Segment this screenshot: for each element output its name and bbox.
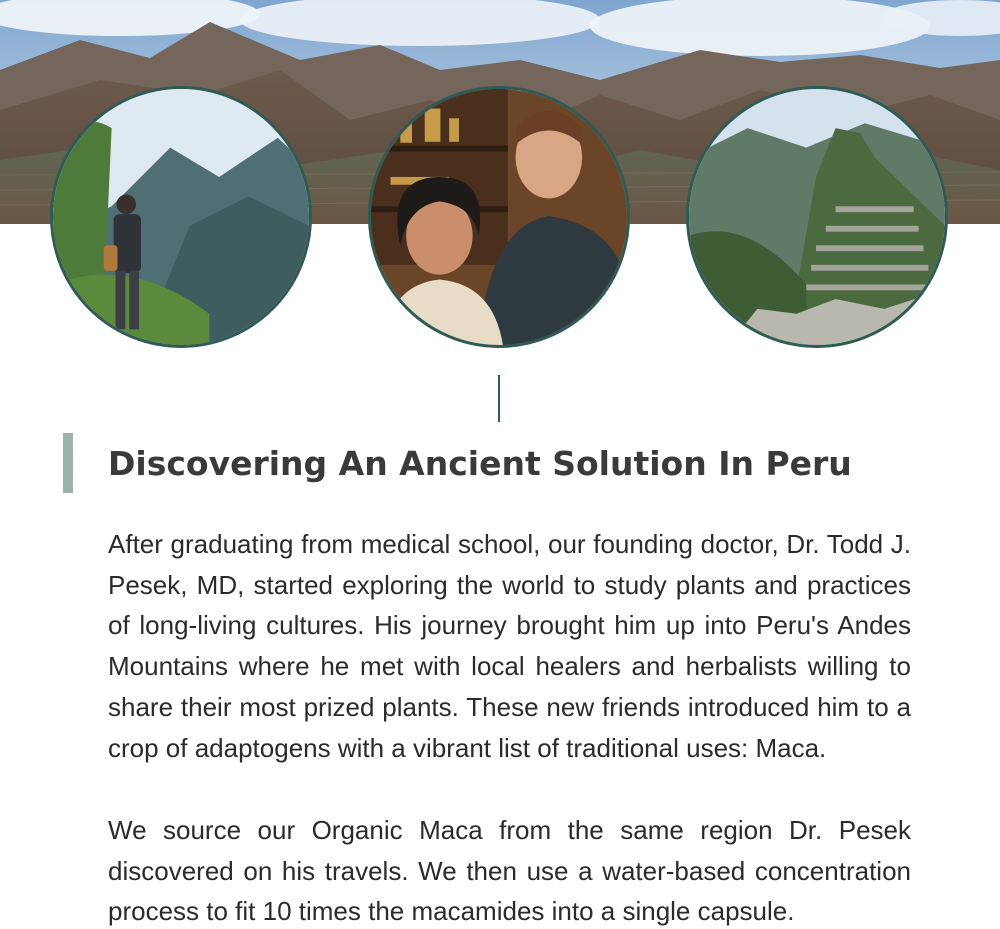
doctor-with-healer-photo xyxy=(368,86,630,348)
heading-accent-bar xyxy=(63,433,73,493)
machu-picchu-photo xyxy=(686,86,948,348)
hiker-photo xyxy=(50,86,312,348)
vertical-divider xyxy=(498,375,500,422)
section-heading: Discovering An Ancient Solution In Peru xyxy=(108,444,852,483)
story-paragraph-1: After graduating from medical school, our founding doctor, Dr. Todd J. Pesek, MD, started exploring the world to study plants and practices of long-living cultures. His journey brought him up into Peru's Andes Mountains where he met with local healers and herbalists willing to share their most prized plants. These new friends introduced him to a crop of adaptogens with a vibrant list of traditional uses: Maca. xyxy=(108,529,911,763)
story-paragraph-2: We source our Organic Maca from the same region Dr. Pesek discovered on his travels. We then use a water-based concentration process to fit 10 times the macamides into a single capsule. xyxy=(108,815,911,927)
